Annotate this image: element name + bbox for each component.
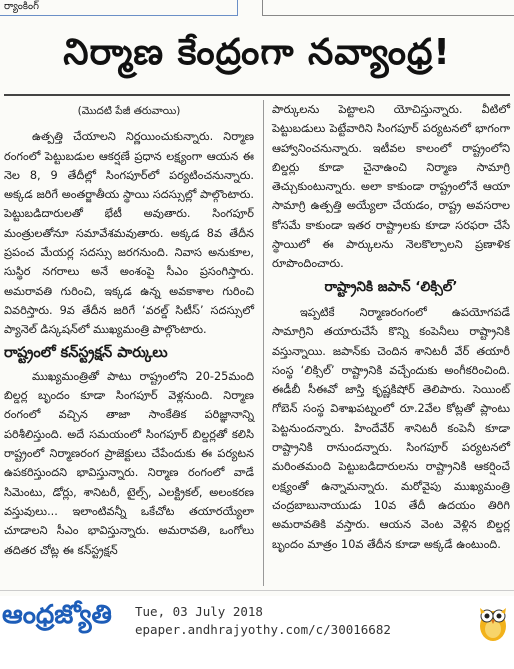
left-subheading: రాష్ట్రంలో కన్‌స్ట్రక్షన్‌ పార్కులు [4, 344, 168, 361]
right-paragraph-2: ఇప్పటికే నిర్మాణరంగంలో ఉపయోగపడే సామాగ్రిని తయారుచేసే కొన్ని కంపెనీలు రాష్ట్రానికి వస్తున్నాయి. జపాన్‌కు చెందిన శానిటరీ వేర్‌ తయారీ సంస్థ ‘లిక్సిల్‌’ రాష్ట్రానికి వచ్చేందుకు అంగీకరించింది. ఈడీబీ సీఈవో జాస్తి కృష్ణకిషోర్‌ తెలిపారు. సెయింట్‌ గోబెన్‌ సంస్థ విశాఖపట్నంలో రూ.2వేల కోట్లతో ప్లాంటు పెట్టనుందన్నారు. హిందేవేర్‌ శానిటరీ కంపెనీ కూడా రాష్ట్రానికి రానుందన్నారు. సింగపూర్‌ పర్యటనలో మరింతమంది పెట్టుబడిదారులను రాష్ట్రానికి ఆకర్షించే లక్ష్యంతో ఉన్నామన్నారు. మరోవైపు ముఖ్యమంత్రి చంద్రబాబునాయుడు 10వ తేదీ ఉదయం తిరిగి అమరావతికి వస్తారు. ఆయన వెంట వెళ్లిన బిల్డర్ల బృందం మాత్రం 10వ తేదీన కూడా అక్కడే ఉంటుంది. [272, 305, 510, 551]
left-column [4, 100, 254, 560]
headline-divider [4, 94, 510, 96]
previous-article-text: ర్యాంకింగ్‌ [4, 1, 39, 12]
previous-article-fragment [0, 0, 238, 16]
top-strip [0, 0, 514, 18]
continued-note: (మొదటి పేజీ తరువాయి) [77, 105, 181, 117]
edition-date: Tue, 03 July 2018 [135, 604, 263, 619]
owl-icon [478, 600, 508, 642]
right-subheading: రాష్ట్రానికి జపాన్‌ ‘లిక్సిల్‌’ [324, 278, 458, 295]
newspaper-logo[interactable]: ఆంధ్రజ్యోతి [2, 600, 112, 630]
adjacent-article-border [262, 0, 514, 16]
right-paragraph-1: పార్కులను పెట్టాలని యోచిస్తున్నారు. వీటిలో పెట్టుబడులు పెట్టేవారిని సింగపూర్‌ పర్యటనలో భాగంగా ఆహ్వానించనున్నారు. ఇటీవల కాలంలో రాష్ట్రంలోని బిల్డర్లు కూడా చైనాఉంచి నిర్మాణ సామాగ్రి తెచ్చుకుంటున్నారు. అలా కాకుండా రాష్ట్రంలోనే ఆయా సామాగ్రి ఉత్పత్తి అయ్యేలా చేయడం, రాష్ట్ర అవసరాల కోసమే కాకుండా ఇతర రాష్ట్రాలకు కూడా సరఫరా చేసే స్థాయిలో ఈ పార్కులను నెలకొల్పాలని ప్రణాళిక రూపొందించారు. [272, 103, 510, 271]
footer-divider [0, 590, 514, 591]
right-column [272, 100, 510, 554]
epaper-link[interactable]: epaper.andhrajyothy.com/c/30016682 [135, 622, 391, 637]
column-divider [263, 100, 264, 586]
article-headline: నిర్మాణ కేంద్రంగా నవ్యాంధ్ర! [63, 32, 451, 73]
left-paragraph-2: ముఖ్యమంత్రితో పాటు రాష్ట్రంలోని 20-25మంది బిల్డర్ల బృందం కూడా సింగపూర్‌ వెళ్లనుంది. నిర్మాణ రంగంలో వచ్చిన తాజా సాంకేతిక పరిజ్ఞానాన్ని పరిశీలిస్తుంది. అదే సమయంలో సింగపూర్‌ బిల్డర్లతో కలిసి రాష్ట్రంలో నిర్మాణరంగ ప్రాజెక్టులు చేపేందుకు ఈ పర్యటన ఉపకరిస్తుందని భావిస్తున్నారు. నిర్మాణ రంగంలో వాడే సిమెంటు, డోర్లు, శానిటరీ, టైల్స్‌, ఎలక్ట్రికల్‌, అలంకరణ వస్తువులు... ఇలాంటివన్నీ ఒకేచోట తయారయ్యేలా చూడాలని సీఎం భావిస్తున్నారు. అమరావతి, ఒంగోలు తదితర చోట్ల ఈ కన్‌స్ట్రక్షన్‌ [4, 369, 254, 557]
left-paragraph-1: ఉత్పత్తి చేయాలని నిర్ణయించుకున్నారు. నిర్మాణ రంగంలో పెట్టుబడుల ఆకర్షణే ప్రధాన లక్ష్యంగా ఆయన ఈ నెల 8, 9 తేదీల్లో సింగపూర్‌లో పర్యటించనున్నారు. అక్కడ జరిగే అంతర్జాతీయ స్థాయి సదస్సుల్లో పాల్గొంటారు. పెట్టుబడిదారులతో భేటీ అవుతారు. సింగపూర్‌ మంత్రులతోనూ సమావేశమవుతారు. అక్కడ 8వ తేదీన ప్రపంచ మేయర్ల సదస్సు జరగనుంది. నివాస అనుకూల, సుస్థిర నగరాలు అనే అంశంపై సీఎం ప్రసంగిస్తారు. అమరావతి గురించి, ఇక్కడ ఉన్న అవకాశాల గురించి వివరిస్తారు. 9వ తేదీన జరిగే ‘వరల్డ్‌ సిటీస్‌’ సదస్సులో ప్యానెల్‌ డిస్కషన్‌లో ముఖ్యమంత్రి పాల్గొంటారు. [4, 130, 254, 337]
